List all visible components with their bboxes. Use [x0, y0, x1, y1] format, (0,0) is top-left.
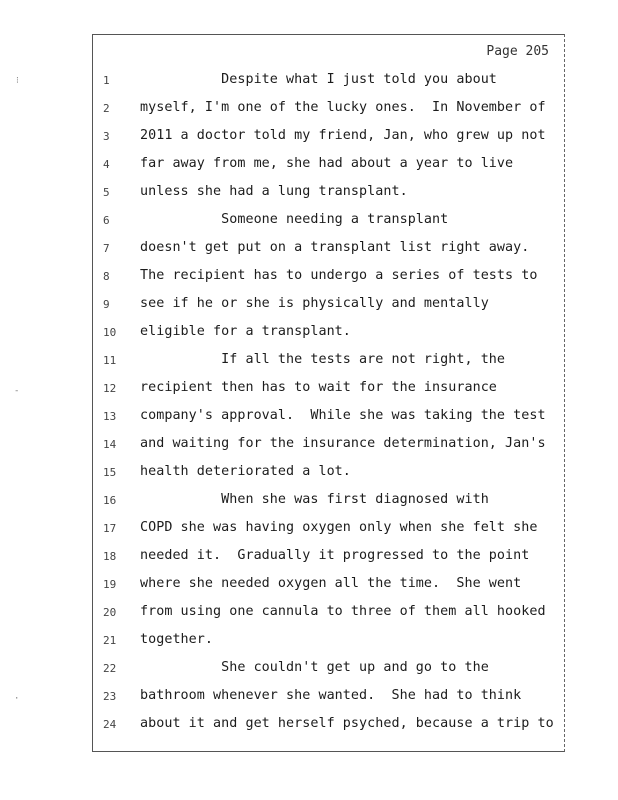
line-number: 24	[103, 718, 117, 731]
line-number: 12	[103, 382, 117, 395]
line-number: 8	[103, 270, 110, 283]
line-text: myself, I'm one of the lucky ones. In November of	[140, 100, 546, 115]
line-number: 3	[103, 130, 110, 143]
line-number: 22	[103, 662, 117, 675]
line-number: 4	[103, 158, 110, 171]
line-number: 2	[103, 102, 110, 115]
transcript-line	[0, 520, 618, 540]
transcript-line	[0, 156, 618, 176]
transcript-line	[0, 408, 618, 428]
line-text: recipient then has to wait for the insurance	[140, 380, 497, 395]
transcript-line	[0, 492, 618, 512]
transcript-line	[0, 632, 618, 652]
transcript-line	[0, 324, 618, 344]
line-number: 20	[103, 606, 117, 619]
line-text: Someone needing a transplant	[140, 212, 449, 227]
line-number: 16	[103, 494, 117, 507]
line-text: needed it. Gradually it progressed to the point	[140, 548, 530, 563]
transcript-line	[0, 660, 618, 680]
transcript-line	[0, 436, 618, 456]
line-text: where she needed oxygen all the time. She went	[140, 576, 522, 591]
line-number: 19	[103, 578, 117, 591]
transcript-line	[0, 604, 618, 624]
transcript-line	[0, 240, 618, 260]
line-number: 13	[103, 410, 117, 423]
line-number: 21	[103, 634, 117, 647]
line-text: She couldn't get up and go to the	[140, 660, 489, 675]
transcript-line	[0, 212, 618, 232]
line-text: together.	[140, 632, 214, 647]
transcript-line	[0, 184, 618, 204]
line-text: If all the tests are not right, the	[140, 352, 506, 367]
line-text: company's approval. While she was taking the test	[140, 408, 546, 423]
transcript-line	[0, 576, 618, 596]
transcript-line	[0, 268, 618, 288]
line-number: 18	[103, 550, 117, 563]
line-number: 14	[103, 438, 117, 451]
transcript-line	[0, 548, 618, 568]
line-text: far away from me, she had about a year to live	[140, 156, 514, 171]
line-number: 7	[103, 242, 110, 255]
line-number: 6	[103, 214, 110, 227]
transcript-line	[0, 100, 618, 120]
line-number: 11	[103, 354, 117, 367]
line-number: 9	[103, 298, 110, 311]
transcript-line	[0, 128, 618, 148]
line-text: COPD she was having oxygen only when she felt she	[140, 520, 538, 535]
line-text: When she was first diagnosed with	[140, 492, 489, 507]
line-text: and waiting for the insurance determination, Jan's	[140, 436, 546, 451]
transcript-line	[0, 72, 618, 92]
line-number: 23	[103, 690, 117, 703]
scan-artifact-mark: -	[14, 386, 20, 396]
scan-artifact-mark: ·	[14, 694, 20, 704]
line-text: unless she had a lung transplant.	[140, 184, 408, 199]
line-number: 17	[103, 522, 117, 535]
line-text: health deteriorated a lot.	[140, 464, 351, 479]
transcript-line	[0, 380, 618, 400]
transcript-line	[0, 464, 618, 484]
line-number: 1	[103, 74, 110, 87]
line-text: doesn't get put on a transplant list right away.	[140, 240, 530, 255]
line-text: bathroom whenever she wanted. She had to think	[140, 688, 522, 703]
transcript-line	[0, 352, 618, 372]
line-number: 15	[103, 466, 117, 479]
line-text: from using one cannula to three of them all hooked	[140, 604, 546, 619]
transcript-line	[0, 688, 618, 708]
line-text: eligible for a transplant.	[140, 324, 351, 339]
line-number: 5	[103, 186, 110, 199]
transcript-line	[0, 716, 618, 736]
line-text: The recipient has to undergo a series of tests to	[140, 268, 538, 283]
line-text: 2011 a doctor told my friend, Jan, who grew up not	[140, 128, 546, 143]
line-text: Despite what I just told you about	[140, 72, 497, 87]
line-text: see if he or she is physically and mentally	[140, 296, 489, 311]
scan-artifact-mark: ⁝	[16, 76, 19, 86]
page-number: Page 205	[486, 44, 549, 59]
line-number: 10	[103, 326, 117, 339]
transcript-line	[0, 296, 618, 316]
line-text: about it and get herself psyched, because a trip to	[140, 716, 554, 731]
